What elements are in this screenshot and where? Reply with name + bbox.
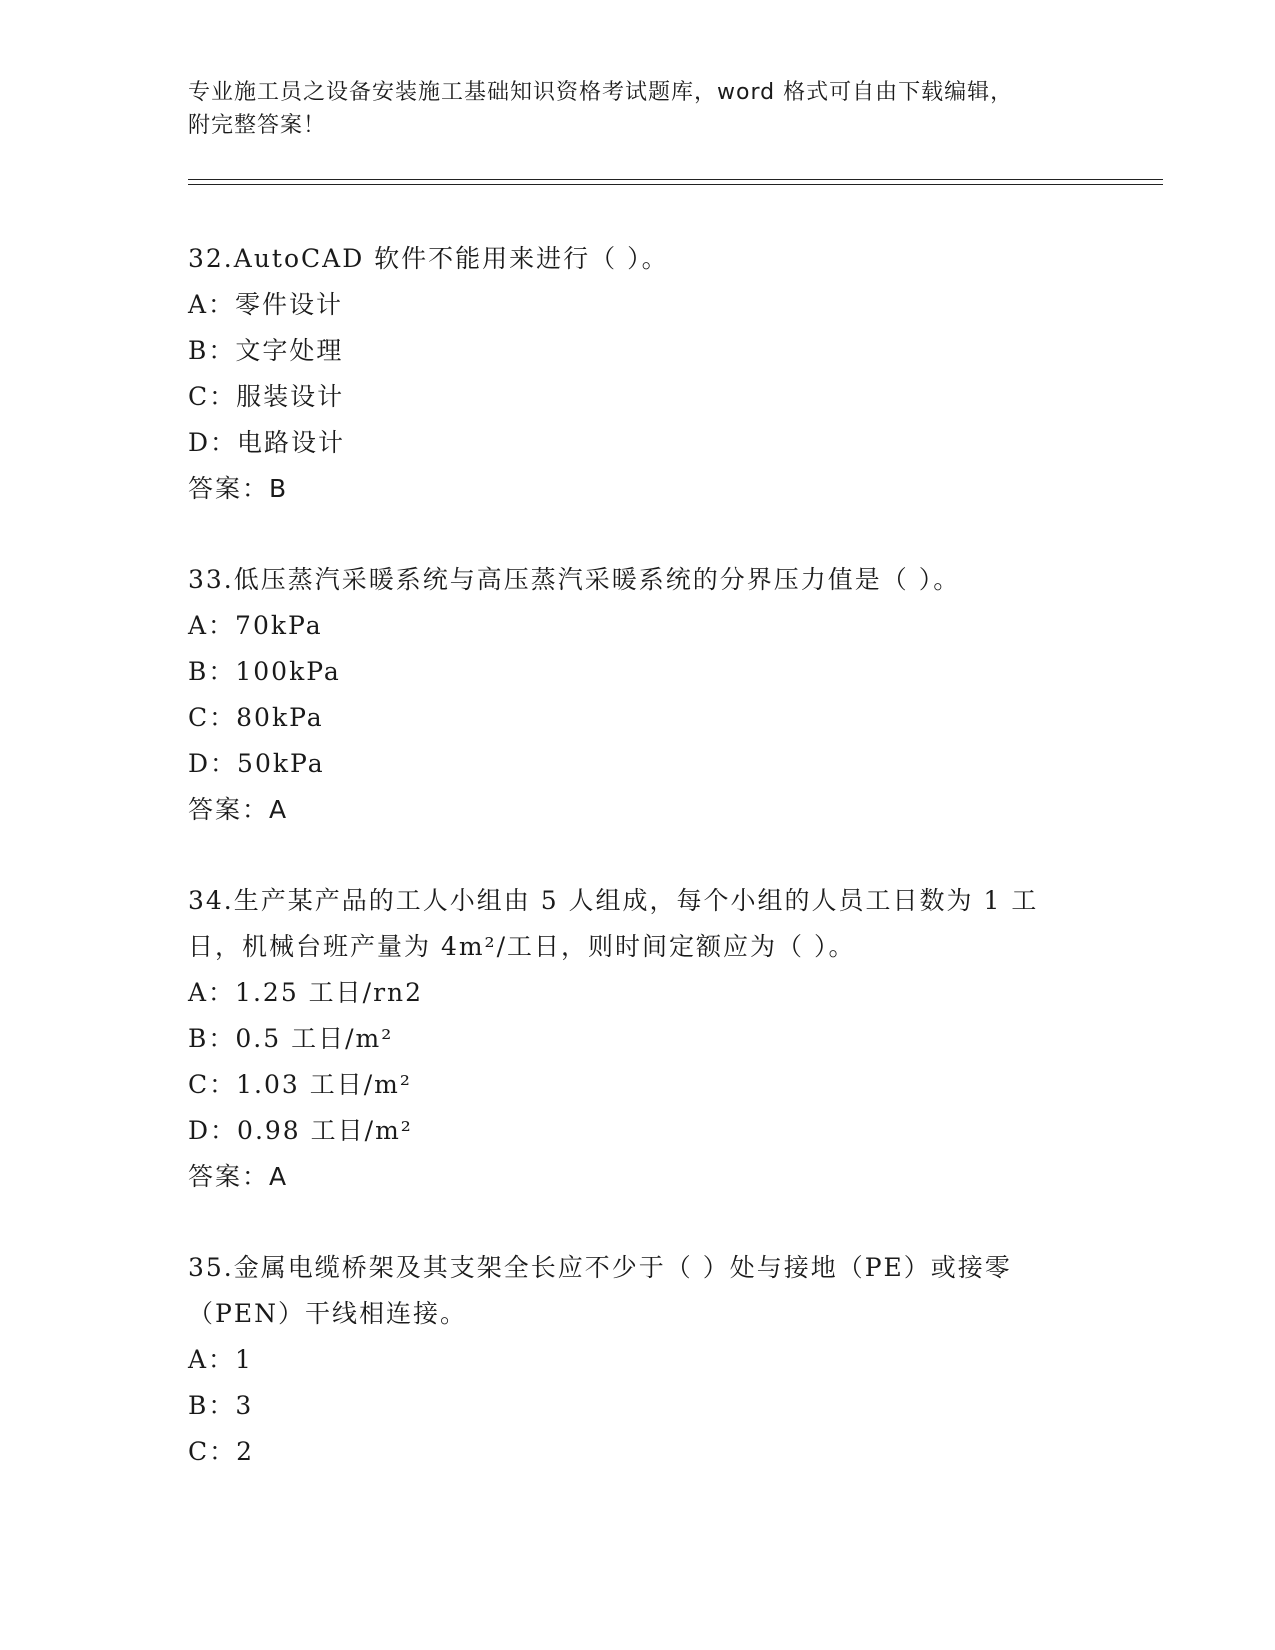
question-title-line-1: 35.金属电缆桥架及其支架全长应不少于（ ）处与接地（PE）或接零 xyxy=(188,1253,1012,1282)
question-title-line-1: 34.生产某产品的工人小组由 5 人组成，每个小组的人员工日数为 1 工 xyxy=(188,886,1039,915)
document-header xyxy=(188,76,1088,142)
question-title: 33.低压蒸汽采暖系统与高压蒸汽采暖系统的分界压力值是（ ）。 xyxy=(188,565,961,594)
option-a: A：1.25 工日/rn2 xyxy=(188,978,424,1007)
option-a: A：1 xyxy=(188,1345,253,1374)
option-a: A：70kPa xyxy=(188,611,323,640)
option-b: B：100kPa xyxy=(188,657,341,686)
question-title-line-2: （PEN）干线相连接。 xyxy=(188,1299,467,1328)
header-divider-top xyxy=(188,179,1163,180)
option-b: B：文字处理 xyxy=(188,336,344,365)
answer-label: 答案：A xyxy=(188,1162,289,1191)
answer-label: 答案：A xyxy=(188,795,289,824)
option-c: C：2 xyxy=(188,1437,255,1466)
option-d: D：0.98 工日/m² xyxy=(188,1116,413,1145)
question-title-line-2: 日，机械台班产量为 4m²/工日，则时间定额应为（ ）。 xyxy=(188,932,856,961)
question-34 xyxy=(188,878,1088,1200)
header-line-2: 附完整答案！ xyxy=(188,113,327,138)
answer-label: 答案：B xyxy=(188,474,289,503)
option-b: B：3 xyxy=(188,1391,254,1420)
header-line-1: 专业施工员之设备安装施工基础知识资格考试题库，word 格式可自由下载编辑， xyxy=(188,80,1014,105)
question-33 xyxy=(188,557,1088,833)
question-title: 32.AutoCAD 软件不能用来进行（ ）。 xyxy=(188,244,669,273)
header-divider-bottom xyxy=(188,184,1163,185)
option-b: B：0.5 工日/m² xyxy=(188,1024,394,1053)
option-a: A：零件设计 xyxy=(188,290,344,319)
option-c: C：80kPa xyxy=(188,703,324,732)
question-35 xyxy=(188,1245,1088,1475)
option-c: C：1.03 工日/m² xyxy=(188,1070,412,1099)
option-c: C：服装设计 xyxy=(188,382,345,411)
question-32 xyxy=(188,236,1088,512)
option-d: D：电路设计 xyxy=(188,428,346,457)
option-d: D：50kPa xyxy=(188,749,325,778)
